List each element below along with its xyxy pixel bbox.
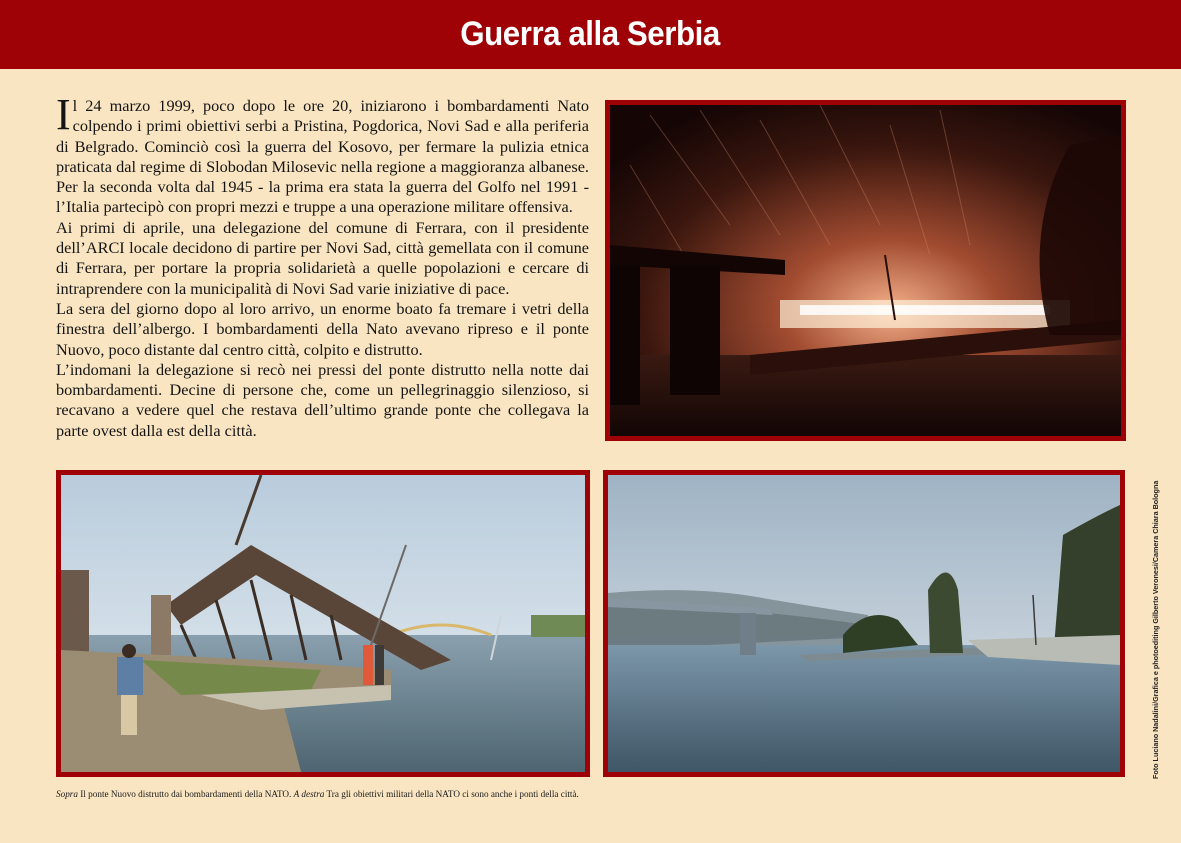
photo-caption (56, 789, 956, 799)
photo-broken-bridge-river (603, 470, 1125, 777)
page-header (0, 0, 1181, 69)
caption-label-right: A destra (293, 789, 325, 799)
caption-text-above: Il ponte Nuovo distrutto dai bombardamenti della NATO. (77, 789, 294, 799)
paragraph-2: Per la seconda volta dal 1945 - la prima era stata la guerra del Golfo nel 1991 - l’Italia partecipò con propri mezzi e truppe a una operazione militare offensiva. (56, 177, 589, 217)
photo-credit: Foto Luciano Nadalini/Grafica e photoediting Gilberto Veronesi/Camera Chiara Bologna (1151, 480, 1160, 779)
page-title: Guerra alla Serbia (460, 15, 721, 53)
collapsed-bridge-image (61, 475, 585, 772)
photo-collapsed-bridge (56, 470, 590, 777)
photo-night-bombing (605, 100, 1126, 441)
broken-bridge-river-image (608, 475, 1120, 772)
night-bombing-image (610, 105, 1121, 436)
paragraph-5: L’indomani la delegazione si recò nei pressi del ponte distrutto nella notte dai bombardamenti. Decine di persone che, come un pellegrinaggio silenzioso, si recavano a vedere quel che restava dell’ultimo grande ponte che collegava la parte ovest dalla est della città. (56, 359, 589, 440)
caption-label-above: Sopra (56, 789, 78, 799)
paragraph-4: La sera del giorno dopo al loro arrivo, un enorme boato fa tremare i vetri della finestra dell’albergo. I bombardamenti della Nato avevano ripreso e il ponte Nuovo, poco distante dal centro città, colpito e distrutto. (56, 298, 589, 359)
paragraph-1: Il 24 marzo 1999, poco dopo le ore 20, iniziarono i bombardamenti Nato colpendo i primi obiettivi serbi a Pristina, Pogdorica, Novi Sad e alla periferia di Belgrado. Cominciò così la guerra del Kosovo, per fermare la pulizia etnica praticata dal regime di Slobodan Milosevic nella regione a maggioranza albanese. (56, 90, 590, 176)
caption-text-right: Tra gli obiettivi militari della NATO ci sono anche i ponti della città. (324, 789, 579, 799)
article-body (56, 90, 590, 441)
paragraph-3: Ai primi di aprile, una delegazione del comune di Ferrara, con il presidente dell’ARCI locale decidono di partire per Novi Sad, città gemellata con il comune di Ferrara, per portare la propria solidarietà a quelle popolazioni e cercare di intraprendere con la municipalità di Novi Sad varie iniziative di pace. (56, 217, 589, 298)
